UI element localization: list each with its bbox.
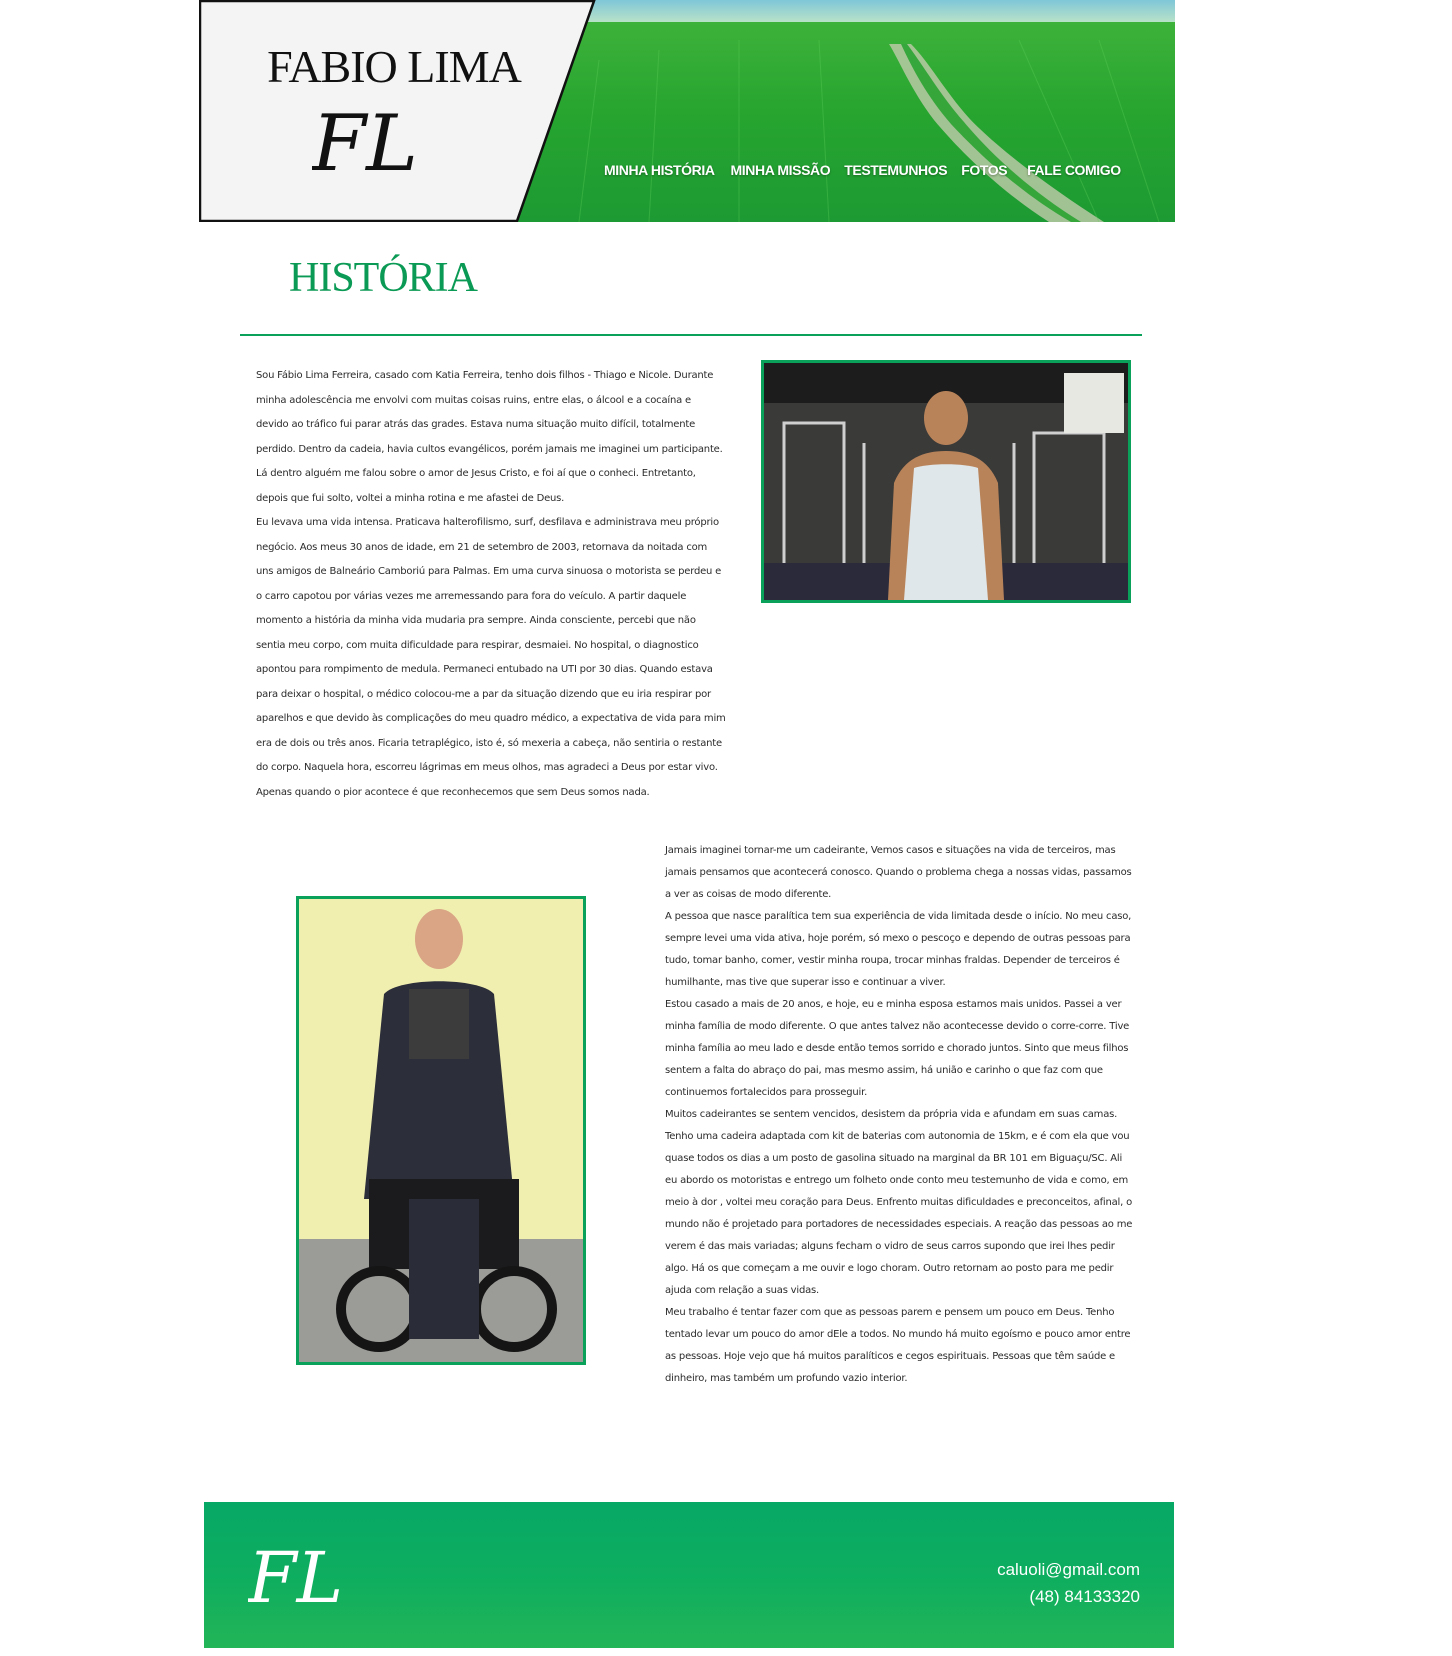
page-title: HISTÓRIA — [289, 255, 477, 301]
story-text-section-2 — [665, 840, 1135, 1390]
fl-logo-mark[interactable] — [312, 100, 437, 180]
story-paragraph: Sou Fábio Lima Ferreira, casado com Katia Ferreira, tenho dois filhos - Thiago e Nicole. Durante minha adolescência me envolvi com muitas coisas ruins, entre elas, o álcool e a cocaína e devido ao tráfico fui parar atrás das grades. Estava numa situação muito difícil, totalmente perdido. Dentro da cadeia, havia cultos evangélicos, porém jamais me imaginei um participante. Lá dentro alguém me falou sobre o amor de Jesus Cristo, e foi aí que o conheci. Entretanto, depois que fui solto, voltei a minha rotina e me afastei de Deus. — [256, 370, 723, 504]
site-header — [199, 0, 1175, 222]
footer-fl-logo[interactable] — [248, 1540, 378, 1616]
nav-fale-comigo[interactable]: FALE COMIGO — [1027, 162, 1121, 178]
story-paragraph: A pessoa que nasce paralítica tem sua experiência de vida limitada desde o início. No meu caso, sempre levei uma vida ativa, hoje porém, só mexo o pescoço e dependo de outras pessoas para tudo, tomar banho, comer, vestir minha roupa, trocar minhas fraldas. Depender de terceiros é humilhante, mas tive que superar isso e continuar a viver. — [665, 911, 1132, 988]
story-paragraph: Jamais imaginei tornar-me um cadeirante, Vemos casos e situações na vida de terceiros, mas jamais pensamos que acontecerá conosco. Quando o problema chega a nossas vidas, passamos a ver as coisas de modo diferente. — [665, 845, 1132, 900]
fl-logo-text: FL — [312, 100, 418, 180]
footer-email[interactable]: caluoli@gmail.com — [997, 1560, 1140, 1579]
wheelchair-photo-illustration — [299, 899, 583, 1362]
story-text-section-1 — [256, 364, 726, 805]
nav-minha-missao[interactable]: MINHA MISSÃO — [730, 162, 831, 178]
nav-testemunhos[interactable]: TESTEMUNHOS — [844, 162, 948, 178]
footer-phone[interactable]: (48) 84133320 — [1029, 1587, 1140, 1606]
story-paragraph: Meu trabalho é tentar fazer com que as pessoas parem e pensem um pouco em Deus. Tenho tentado levar um pouco do amor dEle a todos. No mundo há muito egoísmo e pouco amor entre as pessoas. Hoje vejo que há muitos paralíticos e cegos espirituais. Pessoas que têm saúde e dinheiro, mas também um profundo vazio interior. — [665, 1307, 1131, 1384]
title-divider — [240, 334, 1142, 336]
footer-logo-text: FL — [248, 1540, 344, 1616]
story-paragraph: Muitos cadeirantes se sentem vencidos, desistem da própria vida e afundam em suas camas. Tenho uma cadeira adaptada com kit de baterias com autonomia de 15km, e é com ela que vou quase todos os dias a um posto de gasolina situado na marginal da BR 101 em Biguaçu/SC. Ali eu abordo os motoristas e entrego um folheto onde conto meu testemunho de vida e como, em meio à dor , voltei meu coração para Deus. Enfrento muitas dificuldades e preconceitos, afinal, o mundo não é projetado para portadores de necessidades especiais. A reação das pessoas ao me verem é das mais variadas; alguns fecham o vidro de seus carros supondo que irei lhes pedir algo. Há os que começam a me ouvir e logo choram. Outro retornam ao posto para me pedir ajuda com relação a suas vidas. — [665, 1109, 1133, 1296]
footer-contact — [997, 1556, 1140, 1610]
nav-fotos[interactable]: FOTOS — [961, 162, 1008, 178]
story-paragraph: Eu levava uma vida intensa. Praticava halterofilismo, surf, desfilava e administrava meu próprio negócio. Aos meus 30 anos de idade, em 21 de setembro de 2003, retornava da noitada com uns amigos de Balneário Camboriú para Palmas. Em uma curva sinuosa o motorista se perdeu e o carro capotou por várias vezes me arremessando para fora do veículo. A partir daquele momento a história da minha vida mudaria pra sempre. Ainda consciente, percebi que não sentia meu corpo, com muita dificuldade para respirar, desmaiei. No hospital, o diagnostico apontou para rompimento de medula. Permaneci entubado na UTI por 30 dias. Quando estava para deixar o hospital, o médico colocou-me a par da situação dizendo que eu iria respirar por aparelhos e que devido às complicações do meu quadro médico, a expectativa de vida para mim era de dois ou três anos. Ficaria tetraplégico, isto é, só mexeria a cabeça, não sentiria o restante do corpo. Naquela hora, escorreu lágrimas em meus olhos, mas agradeci a Deus por estar vivo. Apenas quando o pior acontece é que reconhecemos que sem Deus somos nada. — [256, 517, 726, 798]
nav-minha-historia[interactable]: MINHA HISTÓRIA — [604, 162, 715, 178]
main-nav — [604, 162, 1121, 178]
photo-gym — [761, 360, 1131, 603]
brand-name[interactable]: FABIO LIMA — [267, 41, 521, 92]
site-footer — [204, 1502, 1174, 1648]
gym-photo-illustration — [764, 363, 1128, 600]
story-paragraph: Estou casado a mais de 20 anos, e hoje, eu e minha esposa estamos mais unidos. Passei a ver minha família de modo diferente. O que antes talvez não acontecesse devido o corre-corre. Tive minha família ao meu lado e desde então temos sorrido e chorado juntos. Sinto que meus filhos sentem a falta do abraço do pai, mas mesmo assim, há união e carinho o que faz com que continuemos fortalecidos para prosseguir. — [665, 999, 1130, 1098]
photo-wheelchair — [296, 896, 586, 1365]
